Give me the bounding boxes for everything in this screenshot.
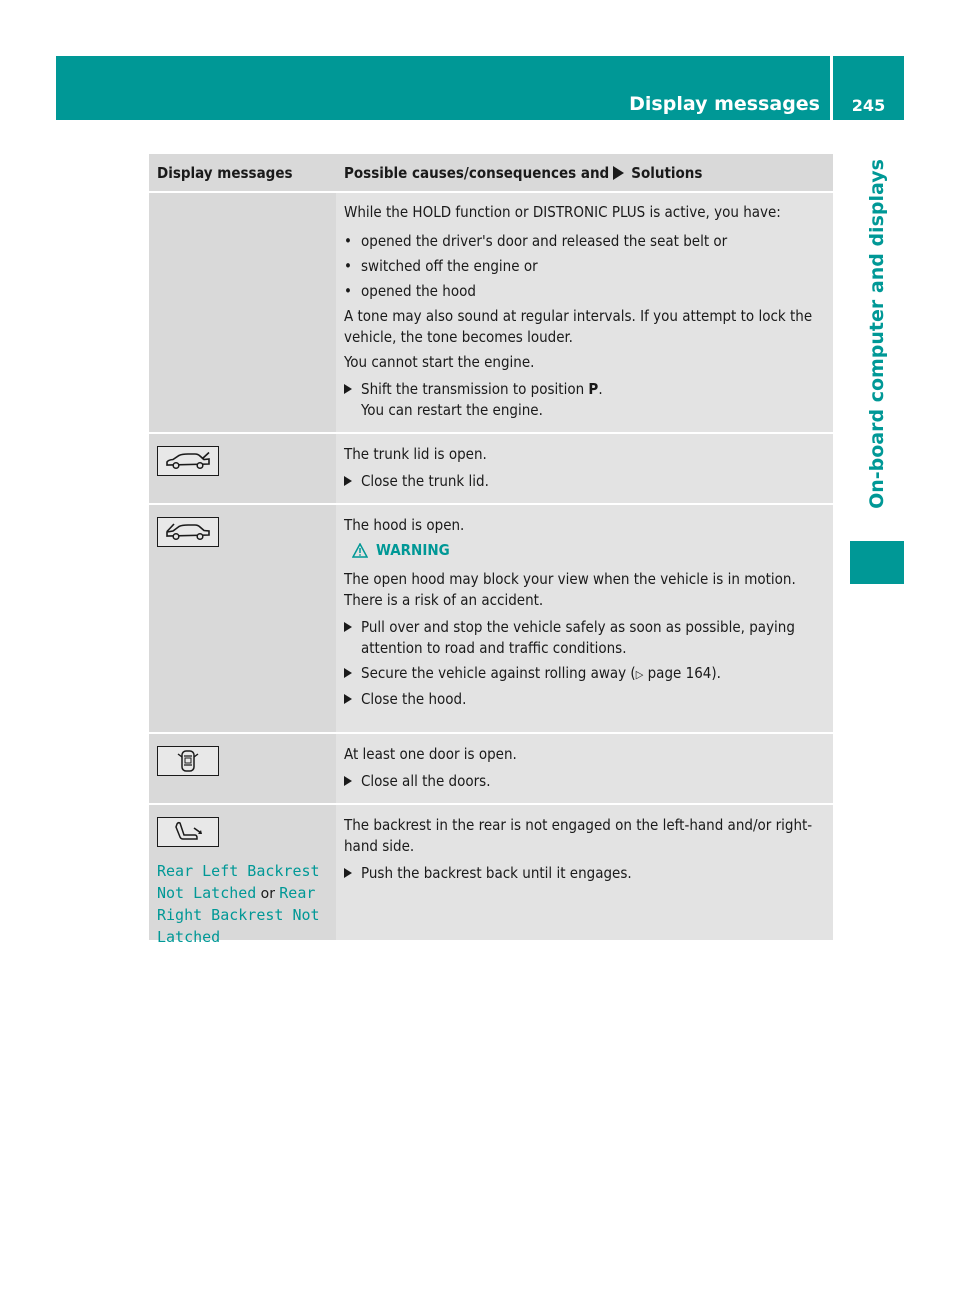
list-item: • opened the driver's door and released the seat belt or: [344, 232, 728, 250]
column-header-solutions: [336, 154, 833, 191]
display-message-cell: [149, 505, 336, 732]
page-reference-icon: ▷: [635, 668, 644, 681]
side-tab-label: On-board computer and displays: [866, 159, 888, 509]
row-paragraph: You cannot start the engine.: [344, 353, 535, 371]
row-paragraph: The hood is open.: [344, 516, 465, 534]
table-row: [149, 191, 833, 432]
display-message-cell: [149, 805, 336, 946]
side-tab-marker: [850, 541, 904, 584]
solution-cell: [336, 734, 833, 803]
step-arrow-icon: [344, 868, 352, 878]
page-number: 245: [851, 96, 886, 115]
solution-step: Close all the doors.: [344, 771, 826, 792]
table-row: [149, 432, 833, 503]
column-header-causes: Possible causes/consequences and: [344, 164, 610, 182]
column-header-display-messages: Display messages: [149, 154, 336, 191]
row-paragraph: The backrest in the rear is not engaged on the left-hand and/or right-hand side.: [344, 816, 813, 855]
step-arrow-icon: [344, 776, 352, 786]
table-row: [149, 803, 833, 946]
page-title: Display messages: [629, 93, 820, 115]
table-header-row: [149, 154, 833, 191]
step-arrow-icon: [344, 694, 352, 704]
warning-heading: WARNING: [352, 540, 826, 561]
row-paragraph: A tone may also sound at regular intervals. If you attempt to lock the vehicle, the tone becomes louder.: [344, 307, 813, 346]
row-intro: While the HOLD function or DISTRONIC PLUS is active, you have:: [344, 203, 781, 221]
step-arrow-icon: [344, 384, 352, 394]
solution-step: Close the hood.: [344, 689, 826, 710]
display-message-cell: [149, 734, 336, 803]
side-tab: [850, 133, 904, 535]
arrow-right-icon: [613, 166, 624, 180]
solution-cell: [336, 805, 833, 940]
door-open-icon: [157, 746, 219, 776]
warning-text: The open hood may block your view when the vehicle is in motion. There is a risk of an accident.: [344, 570, 796, 609]
row-paragraph: The trunk lid is open.: [344, 445, 487, 463]
seat-backrest-icon: [157, 817, 219, 847]
solution-step: Secure the vehicle against rolling away (▷ page 164).: [344, 663, 826, 685]
solution-step: Shift the transmission to position P. You can restart the engine.: [344, 379, 826, 421]
step-arrow-icon: [344, 476, 352, 486]
table-row: [149, 732, 833, 803]
solution-step: Close the trunk lid.: [344, 471, 826, 492]
warning-triangle-icon: [352, 543, 368, 558]
row-paragraph: At least one door is open.: [344, 745, 517, 763]
solution-step: Push the backrest back until it engages.: [344, 863, 826, 884]
step-arrow-icon: [344, 668, 352, 678]
display-message-cell: [149, 434, 336, 503]
trunk-open-icon: [157, 446, 219, 476]
list-item: • switched off the engine or: [344, 257, 538, 275]
list-item: • opened the hood: [344, 282, 476, 300]
display-messages-table: [149, 154, 833, 946]
solution-step: Pull over and stop the vehicle safely as soon as possible, paying attention to road and traffic conditions.: [344, 617, 826, 659]
solution-cell: [336, 193, 833, 432]
column-header-solutions-label: Solutions: [631, 164, 703, 182]
display-message-text: Rear Left Backrest Not Latched or Rear Right Backrest Not Latched: [157, 862, 320, 946]
solution-cell: [336, 505, 833, 732]
table-row: [149, 503, 833, 732]
solution-cell: [336, 434, 833, 503]
display-message-cell: [149, 193, 336, 432]
hood-open-icon: [157, 517, 219, 547]
step-arrow-icon: [344, 622, 352, 632]
